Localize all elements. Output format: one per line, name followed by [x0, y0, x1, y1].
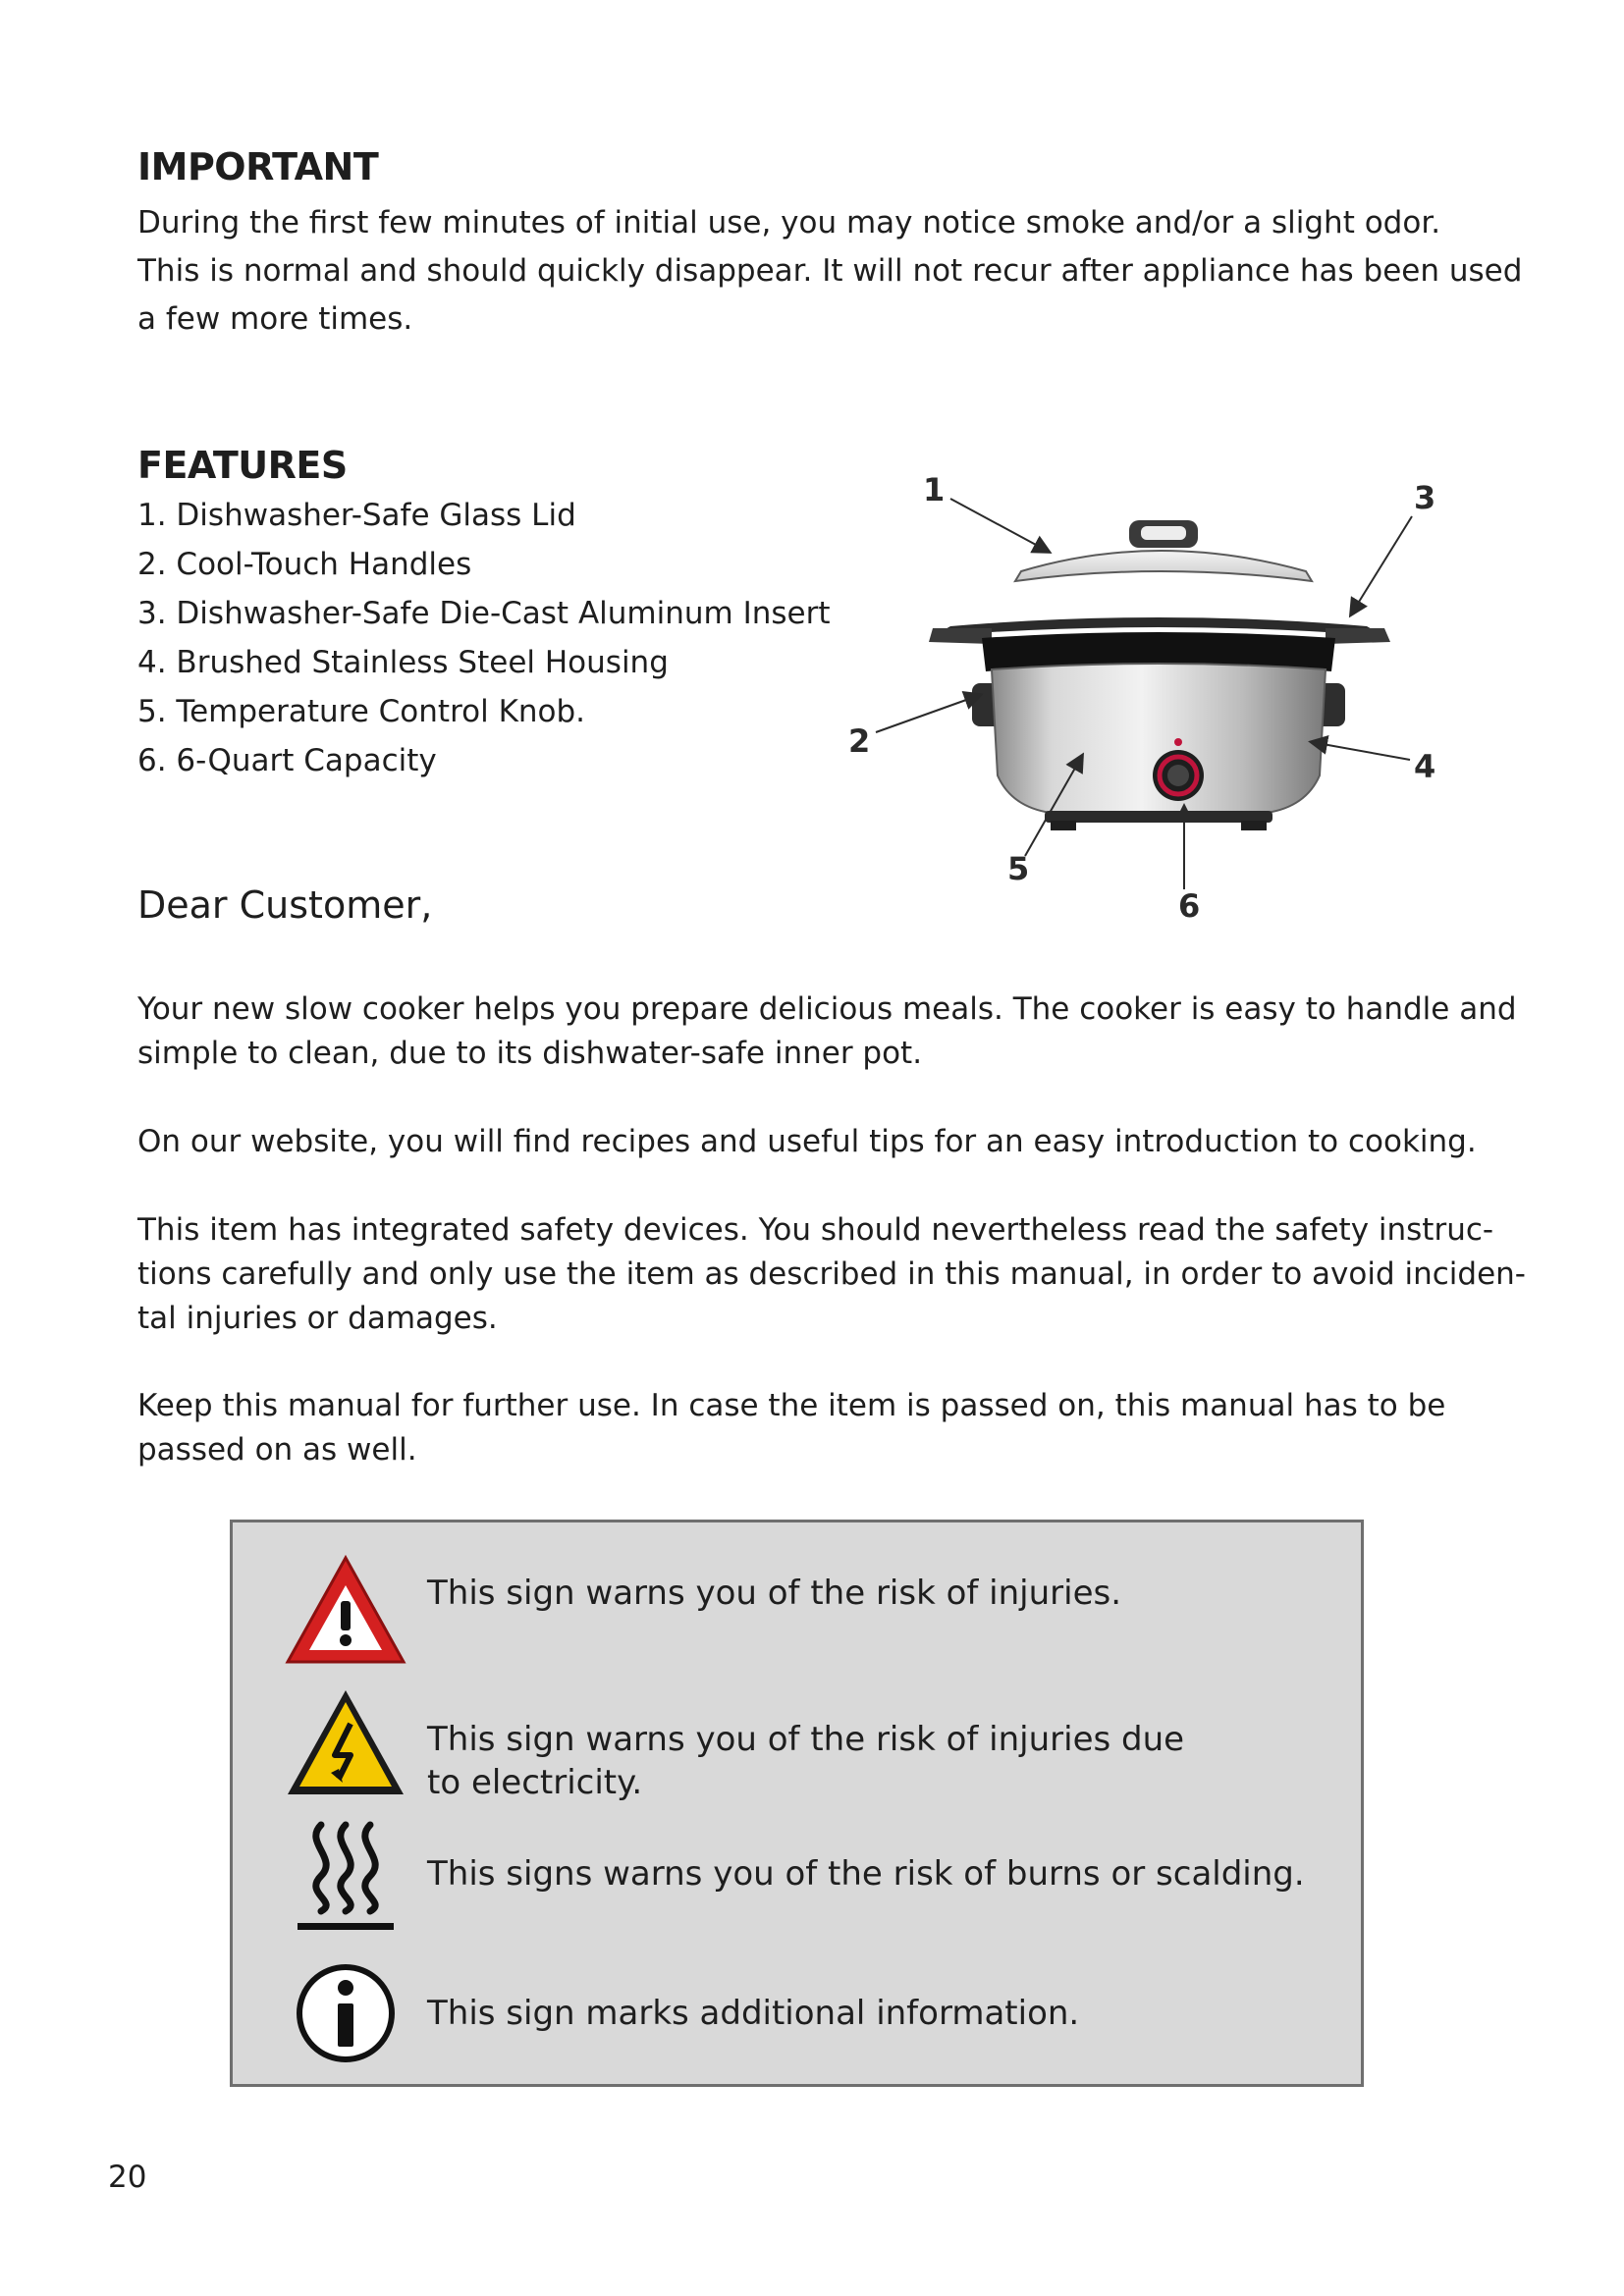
feature-item: 6. 6-Quart Capacity — [137, 743, 437, 778]
page-number: 20 — [108, 2160, 147, 2195]
sign-text-electricity — [427, 1718, 1184, 1804]
slow-cooker-diagram — [835, 461, 1463, 942]
important-line: This is normal and should quickly disappear. It will not recur after appliance has been used — [137, 253, 1523, 289]
intro-paragraph — [137, 988, 1517, 1076]
callout-line-4 — [1312, 742, 1410, 760]
feature-item: 5. Temperature Control Knob. — [137, 694, 586, 729]
features-heading: FEATURES — [137, 444, 348, 487]
salutation: Dear Customer, — [137, 883, 433, 927]
feature-item: 4. Brushed Stainless Steel Housing — [137, 645, 669, 680]
callout-1: 1 — [923, 471, 946, 508]
feature-item: 3. Dishwasher-Safe Die-Cast Aluminum Insert — [137, 596, 831, 631]
paragraph-line: Your new slow cooker helps you prepare delicious meals. The cooker is easy to handle and — [137, 991, 1517, 1027]
paragraph-line: simple to clean, due to its dishwater-safe inner pot. — [137, 1036, 923, 1071]
important-text — [137, 199, 1523, 344]
hot-surface-icon — [282, 1817, 409, 1935]
callout-3: 3 — [1414, 479, 1436, 516]
sign-legend-box — [230, 1520, 1364, 2087]
callout-4: 4 — [1414, 748, 1436, 785]
callout-line-3 — [1351, 516, 1412, 614]
feature-item: 1. Dishwasher-Safe Glass Lid — [137, 498, 576, 533]
keep-manual-paragraph — [137, 1384, 1512, 1472]
paragraph-line: Keep this manual for further use. In case the item is passed on, this manual has to be — [137, 1388, 1446, 1423]
sign-line: This sign marks additional information. — [427, 1994, 1080, 2033]
important-line: During the first few minutes of initial use, you may notice smoke and/or a slight odor. — [137, 205, 1441, 240]
stainless-housing — [972, 664, 1345, 830]
sign-text-information — [427, 1992, 1079, 2035]
warning-triangle-icon — [282, 1552, 409, 1670]
features-list — [137, 491, 830, 785]
paragraph-line: passed on as well. — [137, 1432, 417, 1468]
callout-2: 2 — [848, 722, 871, 760]
sign-text-injury — [427, 1572, 1121, 1615]
sign-line: This signs warns you of the risk of burns or scalding. — [427, 1854, 1305, 1894]
electricity-hazard-icon — [282, 1684, 409, 1802]
paragraph-line: On our website, you will find recipes and useful tips for an easy introduction to cooking. — [137, 1124, 1477, 1159]
sign-line: This sign warns you of the risk of injuries. — [427, 1574, 1122, 1613]
callout-5: 5 — [1007, 850, 1030, 887]
information-icon — [282, 1954, 409, 2072]
sign-text-burns — [427, 1852, 1305, 1896]
safety-paragraph — [137, 1208, 1526, 1341]
website-paragraph — [137, 1120, 1512, 1164]
paragraph-line: This item has integrated safety devices. You should nevertheless read the safety instruc- — [137, 1212, 1494, 1248]
paragraph-line: tal injuries or damages. — [137, 1301, 498, 1336]
callout-line-1 — [950, 499, 1049, 552]
feature-item: 2. Cool-Touch Handles — [137, 547, 472, 582]
callout-6: 6 — [1178, 887, 1201, 925]
important-heading: IMPORTANT — [137, 145, 379, 188]
sign-line: to electricity. — [427, 1763, 643, 1802]
callout-line-2 — [876, 695, 980, 732]
glass-lid — [1015, 520, 1312, 581]
paragraph-line: tions carefully and only use the item as described in this manual, in order to avoid inciden- — [137, 1256, 1526, 1292]
sign-line: This sign warns you of the risk of injuries due — [427, 1720, 1185, 1759]
important-line: a few more times. — [137, 301, 413, 337]
